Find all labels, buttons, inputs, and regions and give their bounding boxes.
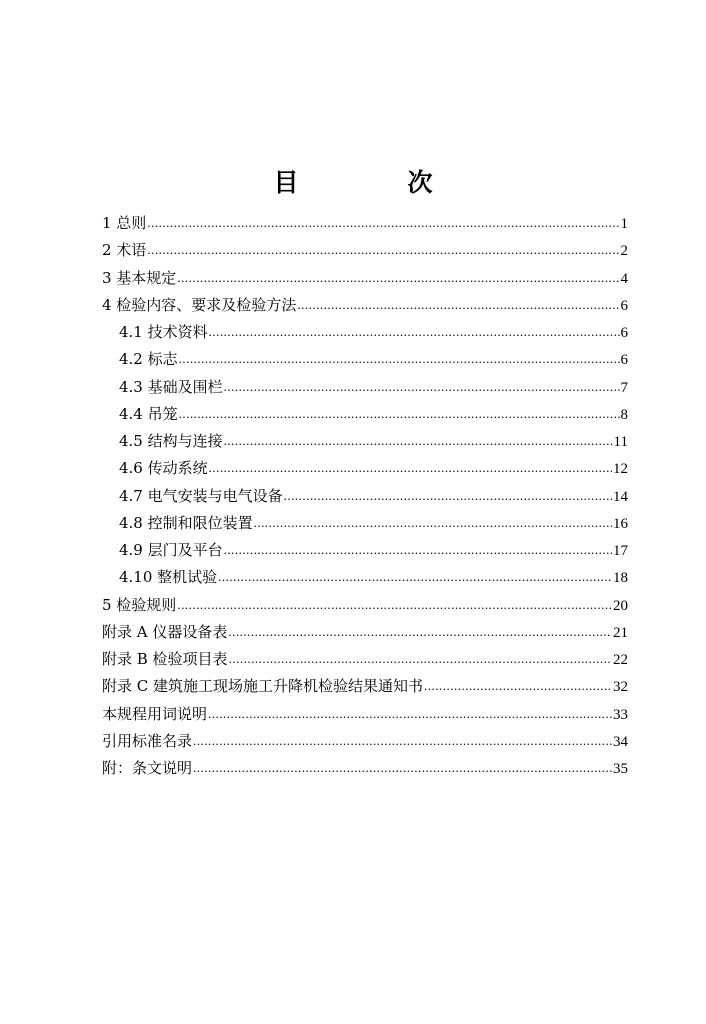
toc-entry-label: 4.9 层门及平台 [119, 541, 223, 559]
toc-leader-dots [218, 563, 612, 590]
toc-entry-page: 35 [613, 761, 628, 777]
toc-entry[interactable] [102, 401, 628, 428]
toc-leader-dots [193, 754, 612, 781]
toc-entry-page: 34 [613, 733, 628, 750]
toc-entry-label: 5 检验规则 [102, 595, 177, 614]
toc-entry-page: 6 [620, 325, 628, 341]
toc-leader-dots [229, 645, 612, 672]
toc-entry[interactable] [102, 265, 628, 292]
table-of-contents [102, 210, 628, 782]
toc-leader-dots [224, 373, 620, 400]
toc-entry-page: 22 [613, 652, 628, 668]
toc-entry[interactable] [102, 564, 628, 591]
toc-leader-dots [297, 291, 619, 318]
toc-entry[interactable] [102, 592, 628, 619]
toc-leader-dots [224, 427, 613, 454]
toc-leader-dots [193, 727, 612, 754]
toc-entry-page: 20 [613, 597, 628, 614]
toc-leader-dots [228, 618, 612, 645]
toc-entry-page: 33 [613, 706, 628, 723]
toc-entry-label: 4.8 控制和限位装置 [119, 513, 253, 532]
toc-leader-dots [147, 236, 619, 263]
toc-leader-dots [424, 672, 612, 699]
toc-entry-page: 18 [613, 570, 628, 587]
toc-entry-page: 1 [620, 216, 628, 232]
toc-entry-label: 2 术语 [102, 241, 147, 260]
toc-leader-dots [254, 509, 612, 536]
toc-entry-page: 8 [620, 406, 628, 423]
toc-entry-label: 引用标准名录 [102, 731, 193, 750]
toc-entry[interactable] [102, 619, 628, 646]
toc-leader-dots [179, 345, 620, 372]
toc-entry-label: 本规程用词说明 [102, 704, 208, 723]
toc-entry[interactable] [102, 210, 628, 237]
toc-entry[interactable] [102, 701, 628, 728]
toc-entry[interactable] [102, 346, 628, 373]
toc-entry-label: 4.7 电气安装与电气设备 [119, 486, 283, 505]
toc-entry-label: 4.10 整机试验 [119, 568, 218, 587]
toc-entry[interactable] [102, 537, 628, 564]
toc-entry-label: 4.6 传动系统 [119, 459, 208, 478]
toc-entry[interactable] [102, 374, 628, 401]
toc-entry-page: 4 [620, 270, 628, 287]
toc-entry-page: 2 [620, 243, 628, 260]
toc-entry[interactable] [102, 728, 628, 755]
toc-entry[interactable] [102, 428, 628, 455]
toc-entry-page: 32 [613, 679, 628, 696]
toc-entry[interactable] [102, 755, 628, 782]
toc-leader-dots [208, 700, 612, 727]
page-title [0, 166, 706, 200]
toc-leader-dots [177, 591, 612, 618]
toc-entry-label: 4 检验内容、要求及检验方法 [102, 295, 297, 314]
toc-entry[interactable] [102, 646, 628, 673]
toc-leader-dots [209, 318, 620, 345]
toc-entry-page: 11 [613, 434, 628, 450]
toc-entry[interactable] [102, 455, 628, 482]
toc-entry[interactable] [102, 483, 628, 510]
toc-entry-page: 14 [613, 488, 628, 505]
toc-entry-page: 7 [620, 379, 628, 396]
toc-entry-label: 附：条文说明 [102, 759, 193, 777]
toc-entry-label: 4.4 吊笼 [119, 404, 178, 423]
toc-entry-page: 6 [620, 352, 628, 369]
toc-entry[interactable] [102, 510, 628, 537]
toc-entry[interactable] [102, 673, 628, 700]
toc-leader-dots [224, 536, 612, 563]
toc-entry[interactable] [102, 319, 628, 346]
toc-leader-dots [179, 400, 620, 427]
toc-entry-label: 3 基本规定 [102, 268, 177, 287]
toc-entry-label: 4.2 标志 [119, 350, 178, 369]
toc-entry-page: 12 [613, 461, 628, 478]
toc-entry-label: 4.5 结构与连接 [119, 432, 223, 450]
toc-entry-label: 4.3 基础及围栏 [119, 377, 223, 396]
toc-leader-dots [177, 264, 619, 291]
toc-entry[interactable] [102, 292, 628, 319]
toc-leader-dots [147, 209, 619, 236]
toc-entry-page: 6 [620, 297, 628, 314]
toc-entry-label: 4.1 技术资料 [119, 323, 208, 341]
toc-entry-page: 21 [613, 624, 628, 641]
toc-entry-label: 附录 B 检验项目表 [102, 650, 228, 668]
toc-entry-page: 17 [613, 543, 628, 559]
toc-entry-label: 1 总则 [102, 214, 147, 232]
toc-leader-dots [209, 454, 612, 481]
toc-entry[interactable] [102, 237, 628, 264]
page-title-text: 目 次 [273, 168, 475, 197]
toc-leader-dots [284, 482, 612, 509]
toc-entry-label: 附录 C 建筑施工现场施工升降机检验结果通知书 [102, 677, 424, 696]
toc-entry-label: 附录 A 仪器设备表 [102, 622, 228, 641]
toc-entry-page: 16 [613, 515, 628, 532]
